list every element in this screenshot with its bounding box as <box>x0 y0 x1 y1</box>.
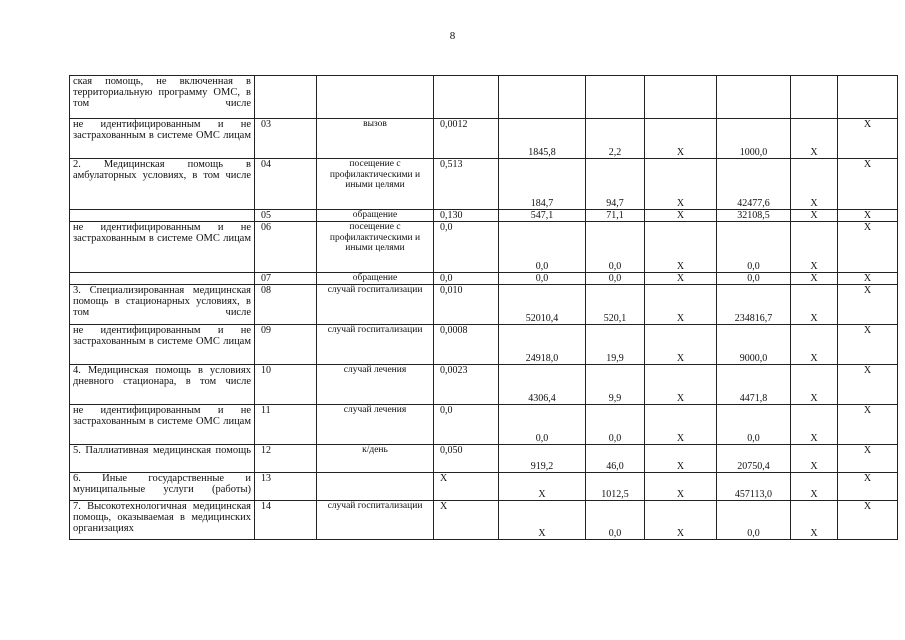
row-unit: вызов <box>317 119 434 159</box>
table-row <box>70 210 898 222</box>
row-per-capita: 0,0 <box>586 273 645 285</box>
row-per-capita: 9,9 <box>586 365 645 405</box>
row-cost-per-unit: 547,1 <box>499 210 586 222</box>
row-code: 06 <box>255 222 317 273</box>
row-name: ская помощь, не включенная в территориальную программу ОМС, в том числе <box>70 76 255 119</box>
row-name: 7. Высокотехнологичная медицинская помощь, оказываемая в медицинских организациях <box>70 501 255 540</box>
row-per-capita: 94,7 <box>586 159 645 210</box>
row-col10: X <box>838 365 898 405</box>
row-name <box>70 210 255 222</box>
row-cost-per-unit: X <box>499 501 586 540</box>
row-col10: X <box>838 445 898 473</box>
row-col9: X <box>791 501 838 540</box>
row-norm: 0,0 <box>434 405 499 445</box>
row-per-capita: 19,9 <box>586 325 645 365</box>
row-col9: X <box>791 222 838 273</box>
row-cost-per-unit: 919,2 <box>499 445 586 473</box>
row-per-capita: 1012,5 <box>586 473 645 501</box>
row-col9: X <box>791 285 838 325</box>
row-unit: к/день <box>317 445 434 473</box>
row-total: 20750,4 <box>717 445 791 473</box>
table-row <box>70 365 898 405</box>
row-total: 9000,0 <box>717 325 791 365</box>
row-code: 03 <box>255 119 317 159</box>
table-row <box>70 325 898 365</box>
row-col7: X <box>645 159 717 210</box>
row-col10: X <box>838 405 898 445</box>
row-col7: X <box>645 222 717 273</box>
row-unit: обращение <box>317 273 434 285</box>
row-norm: 0,050 <box>434 445 499 473</box>
row-code: 05 <box>255 210 317 222</box>
row-total: 0,0 <box>717 273 791 285</box>
row-col9: X <box>791 445 838 473</box>
financing-table <box>69 75 898 540</box>
row-cost-per-unit: 184,7 <box>499 159 586 210</box>
row-code: 08 <box>255 285 317 325</box>
row-name: 2. Медицинская помощь в амбулаторных условиях, в том числе <box>70 159 255 210</box>
row-cost-per-unit: 24918,0 <box>499 325 586 365</box>
row-col9: X <box>791 405 838 445</box>
row-col10: X <box>838 473 898 501</box>
row-cost-per-unit: 1845,8 <box>499 119 586 159</box>
row-total: 42477,6 <box>717 159 791 210</box>
row-cost-per-unit: 4306,4 <box>499 365 586 405</box>
table-row <box>70 76 898 119</box>
row-col7: X <box>645 285 717 325</box>
row-per-capita: 71,1 <box>586 210 645 222</box>
row-col9 <box>791 76 838 119</box>
row-cost-per-unit: 52010,4 <box>499 285 586 325</box>
row-total <box>717 76 791 119</box>
row-col9: X <box>791 273 838 285</box>
row-per-capita: 0,0 <box>586 222 645 273</box>
row-col9: X <box>791 159 838 210</box>
row-col10 <box>838 76 898 119</box>
table-row <box>70 159 898 210</box>
table-row <box>70 222 898 273</box>
row-col10: X <box>838 325 898 365</box>
row-col7: X <box>645 119 717 159</box>
row-unit: случай лечения <box>317 405 434 445</box>
row-norm: 0,130 <box>434 210 499 222</box>
row-col7: X <box>645 365 717 405</box>
table-row <box>70 119 898 159</box>
row-name: 3. Специализированная медицинская помощь в стационарных условиях, в том числе <box>70 285 255 325</box>
row-total: 32108,5 <box>717 210 791 222</box>
row-code: 10 <box>255 365 317 405</box>
row-total: 0,0 <box>717 222 791 273</box>
row-col10: X <box>838 285 898 325</box>
row-code: 07 <box>255 273 317 285</box>
table-row <box>70 285 898 325</box>
row-col7: X <box>645 210 717 222</box>
row-total: 457113,0 <box>717 473 791 501</box>
row-total: 4471,8 <box>717 365 791 405</box>
row-norm: 0,010 <box>434 285 499 325</box>
row-code: 11 <box>255 405 317 445</box>
row-name: не идентифицированным и не застрахованным в системе ОМС лицам <box>70 119 255 159</box>
page-number: 8 <box>449 30 456 42</box>
row-col10: X <box>838 210 898 222</box>
row-norm: 0,0 <box>434 273 499 285</box>
row-unit: случай госпитализации <box>317 285 434 325</box>
table-row <box>70 473 898 501</box>
table-row <box>70 501 898 540</box>
row-unit: случай лечения <box>317 365 434 405</box>
row-col9: X <box>791 119 838 159</box>
row-col10: X <box>838 119 898 159</box>
row-col7: X <box>645 473 717 501</box>
row-col10: X <box>838 273 898 285</box>
row-name: не идентифицированным и не застрахованным в системе ОМС лицам <box>70 325 255 365</box>
row-col7 <box>645 76 717 119</box>
table-row <box>70 405 898 445</box>
row-norm: X <box>434 501 499 540</box>
row-total: 0,0 <box>717 501 791 540</box>
row-per-capita: 0,0 <box>586 501 645 540</box>
row-name: не идентифицированным и не застрахованным в системе ОМС лицам <box>70 405 255 445</box>
row-col9: X <box>791 473 838 501</box>
row-name: 5. Паллиативная медицинская помощь <box>70 445 255 473</box>
row-per-capita <box>586 76 645 119</box>
row-col9: X <box>791 210 838 222</box>
row-code: 14 <box>255 501 317 540</box>
row-name: 6. Иные государственные и муниципальные услуги (работы) <box>70 473 255 501</box>
row-col7: X <box>645 325 717 365</box>
row-unit <box>317 473 434 501</box>
row-cost-per-unit: X <box>499 473 586 501</box>
row-col10: X <box>838 501 898 540</box>
row-name: не идентифицированным и не застрахованным в системе ОМС лицам <box>70 222 255 273</box>
row-cost-per-unit: 0,0 <box>499 405 586 445</box>
row-col10: X <box>838 222 898 273</box>
row-name <box>70 273 255 285</box>
row-total: 1000,0 <box>717 119 791 159</box>
row-norm: 0,0012 <box>434 119 499 159</box>
row-cost-per-unit <box>499 76 586 119</box>
row-per-capita: 520,1 <box>586 285 645 325</box>
row-col7: X <box>645 273 717 285</box>
row-code: 12 <box>255 445 317 473</box>
row-per-capita: 0,0 <box>586 405 645 445</box>
row-unit <box>317 76 434 119</box>
table-row <box>70 273 898 285</box>
row-norm <box>434 76 499 119</box>
row-unit: обращение <box>317 210 434 222</box>
row-col7: X <box>645 445 717 473</box>
row-code: 04 <box>255 159 317 210</box>
row-col9: X <box>791 365 838 405</box>
row-norm: 0,0023 <box>434 365 499 405</box>
row-code: 09 <box>255 325 317 365</box>
row-norm: 0,0 <box>434 222 499 273</box>
row-norm: 0,513 <box>434 159 499 210</box>
row-code <box>255 76 317 119</box>
row-per-capita: 46,0 <box>586 445 645 473</box>
row-unit: случай госпитализации <box>317 501 434 540</box>
row-name: 4. Медицинская помощь в условиях дневного стационара, в том числе <box>70 365 255 405</box>
row-norm: 0,0008 <box>434 325 499 365</box>
row-col7: X <box>645 501 717 540</box>
row-total: 234816,7 <box>717 285 791 325</box>
row-unit: посещение с профилактическими и иными целями <box>317 222 434 273</box>
row-col10: X <box>838 159 898 210</box>
row-code: 13 <box>255 473 317 501</box>
row-total: 0,0 <box>717 405 791 445</box>
row-norm: X <box>434 473 499 501</box>
table-row <box>70 445 898 473</box>
row-per-capita: 2,2 <box>586 119 645 159</box>
row-cost-per-unit: 0,0 <box>499 222 586 273</box>
row-col9: X <box>791 325 838 365</box>
row-unit: случай госпитализации <box>317 325 434 365</box>
row-cost-per-unit: 0,0 <box>499 273 586 285</box>
row-unit: посещение с профилактическими и иными целями <box>317 159 434 210</box>
row-col7: X <box>645 405 717 445</box>
